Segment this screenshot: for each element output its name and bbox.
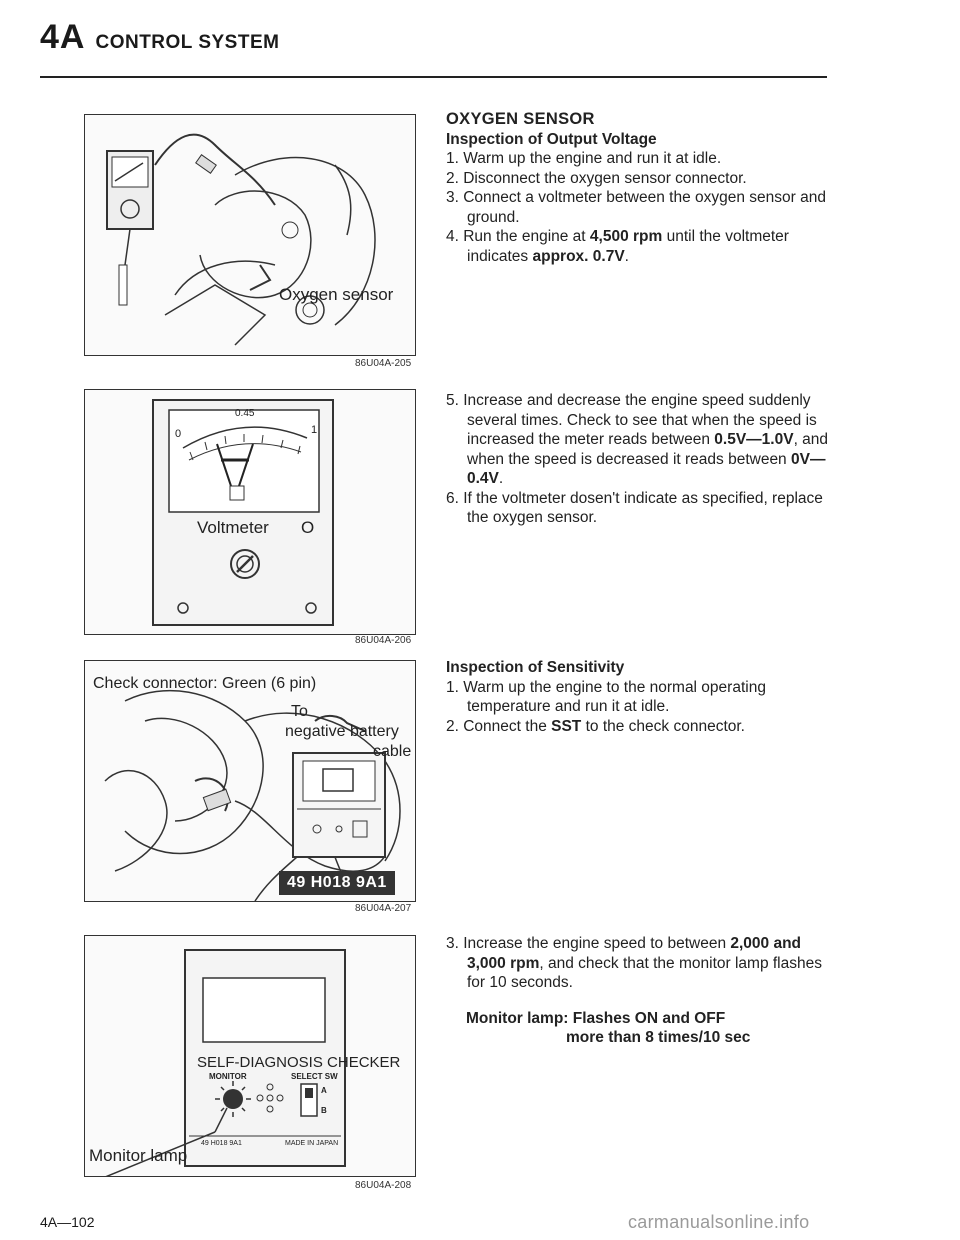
step-6: 6. If the voltmeter dosen't indicate as specified, replace the oxygen sensor.	[446, 489, 823, 526]
checker-select-label: SELECT SW	[291, 1072, 338, 1081]
checker-panel-title: SELF-DIAGNOSIS CHECKER	[197, 1054, 401, 1071]
text-voltage-check	[446, 391, 831, 528]
figure-label-to: To	[291, 703, 308, 720]
figure-label-oxygen-sensor: Oxygen sensor	[279, 285, 394, 304]
scale-max: 1	[311, 424, 318, 436]
section-title: CONTROL SYSTEM	[95, 32, 280, 53]
figure-code: 86U04A-207	[355, 903, 412, 914]
subheading-sensitivity: Inspection of Sensitivity	[446, 659, 625, 676]
spec-flash-count: more than 8 times/10 sec	[566, 1029, 751, 1046]
text-sensitivity	[446, 658, 831, 736]
knob-mark: O	[301, 518, 315, 537]
step-5-text: 5. Increase and decrease the engine speed suddenly several times. Check to see that when the speed is increased the meter reads between	[446, 392, 817, 448]
check-connector-illustration	[85, 661, 415, 901]
watermark: carmanualsonline.info	[628, 1212, 810, 1232]
spec-voltage-low: 0V—0.4V	[467, 450, 826, 487]
scale-mid: 0.45	[235, 408, 255, 419]
step-5-text: , and when the speed is decreased it reads between	[467, 431, 829, 468]
checker-part-number: 49 H018 9A1	[201, 1140, 242, 1147]
step-1: 1. Warm up the engine to the normal operating temperature and run it at idle.	[446, 678, 766, 715]
figure-check-connector	[84, 660, 416, 902]
checker-monitor-label: MONITOR	[209, 1072, 247, 1081]
scale-min: 0	[175, 428, 182, 440]
oxygen-sensor-illustration	[85, 115, 415, 355]
page-number: 4A—102	[40, 1214, 95, 1230]
voltmeter-illustration	[85, 390, 415, 634]
figure-code: 86U04A-205	[355, 358, 412, 369]
spec-rpm: 4,500 rpm	[589, 228, 663, 245]
step-1: 1. Warm up the engine and run it at idle.	[446, 150, 722, 167]
step-2-text: to the check connector.	[581, 717, 745, 735]
step-2: 2. Disconnect the oxygen sensor connector.	[446, 169, 747, 187]
figure-voltmeter	[84, 389, 416, 635]
section-number: 4A	[40, 18, 86, 56]
header-rule	[40, 76, 827, 78]
checker-switch-a: A	[321, 1086, 327, 1095]
spec-sst: SST	[551, 717, 582, 735]
heading-oxygen-sensor: OXYGEN SENSOR	[446, 110, 595, 128]
spec-voltage: approx. 0.7V	[532, 247, 625, 265]
figure-self-diagnosis-checker	[84, 935, 416, 1177]
figure-label-cable: cable	[373, 743, 412, 760]
spec-rpm-range: 2,000 and 3,000 rpm	[467, 935, 802, 972]
checker-switch-b: B	[321, 1106, 327, 1115]
text-oxygen-sensor-output-voltage	[446, 110, 831, 266]
spec-monitor-lamp: Monitor lamp: Flashes ON and OFF	[466, 1009, 726, 1027]
step-5-text: .	[498, 470, 504, 487]
step-2	[446, 717, 831, 737]
figure-code: 86U04A-206	[355, 635, 412, 646]
figure-label-check-connector: Check connector: Green (6 pin)	[93, 675, 317, 692]
step-4-text: until the voltmeter indicates	[467, 228, 789, 265]
page-header	[40, 18, 279, 57]
step-5	[446, 391, 831, 489]
step-4-text: 4. Run the engine at	[446, 228, 590, 245]
spec-voltage-high: 0.5V—1.0V	[714, 431, 794, 448]
step-2-text: 2. Connect the	[446, 717, 552, 735]
figure-label-voltmeter: Voltmeter	[197, 518, 269, 537]
step-3-text: 3. Increase the engine speed to between	[446, 935, 731, 952]
subheading-output-voltage: Inspection of Output Voltage	[446, 130, 657, 148]
step-3-text: , and check that the monitor lamp flashes for 10 seconds.	[467, 954, 822, 991]
step-3	[446, 934, 831, 993]
figure-code: 86U04A-208	[355, 1180, 412, 1191]
figure-label-negative-battery: negative battery	[285, 723, 399, 740]
checker-made-in: MADE IN JAPAN	[285, 1140, 339, 1147]
step-4	[446, 227, 831, 266]
figure-oxygen-sensor	[84, 114, 416, 356]
step-3: 3. Connect a voltmeter between the oxygen sensor and ground.	[446, 189, 826, 226]
text-monitor-lamp	[446, 934, 831, 1048]
step-4-text: .	[624, 247, 629, 265]
figure-label-monitor-lamp: Monitor lamp	[89, 1146, 188, 1165]
sst-number-badge: 49 H018 9A1	[279, 871, 395, 895]
